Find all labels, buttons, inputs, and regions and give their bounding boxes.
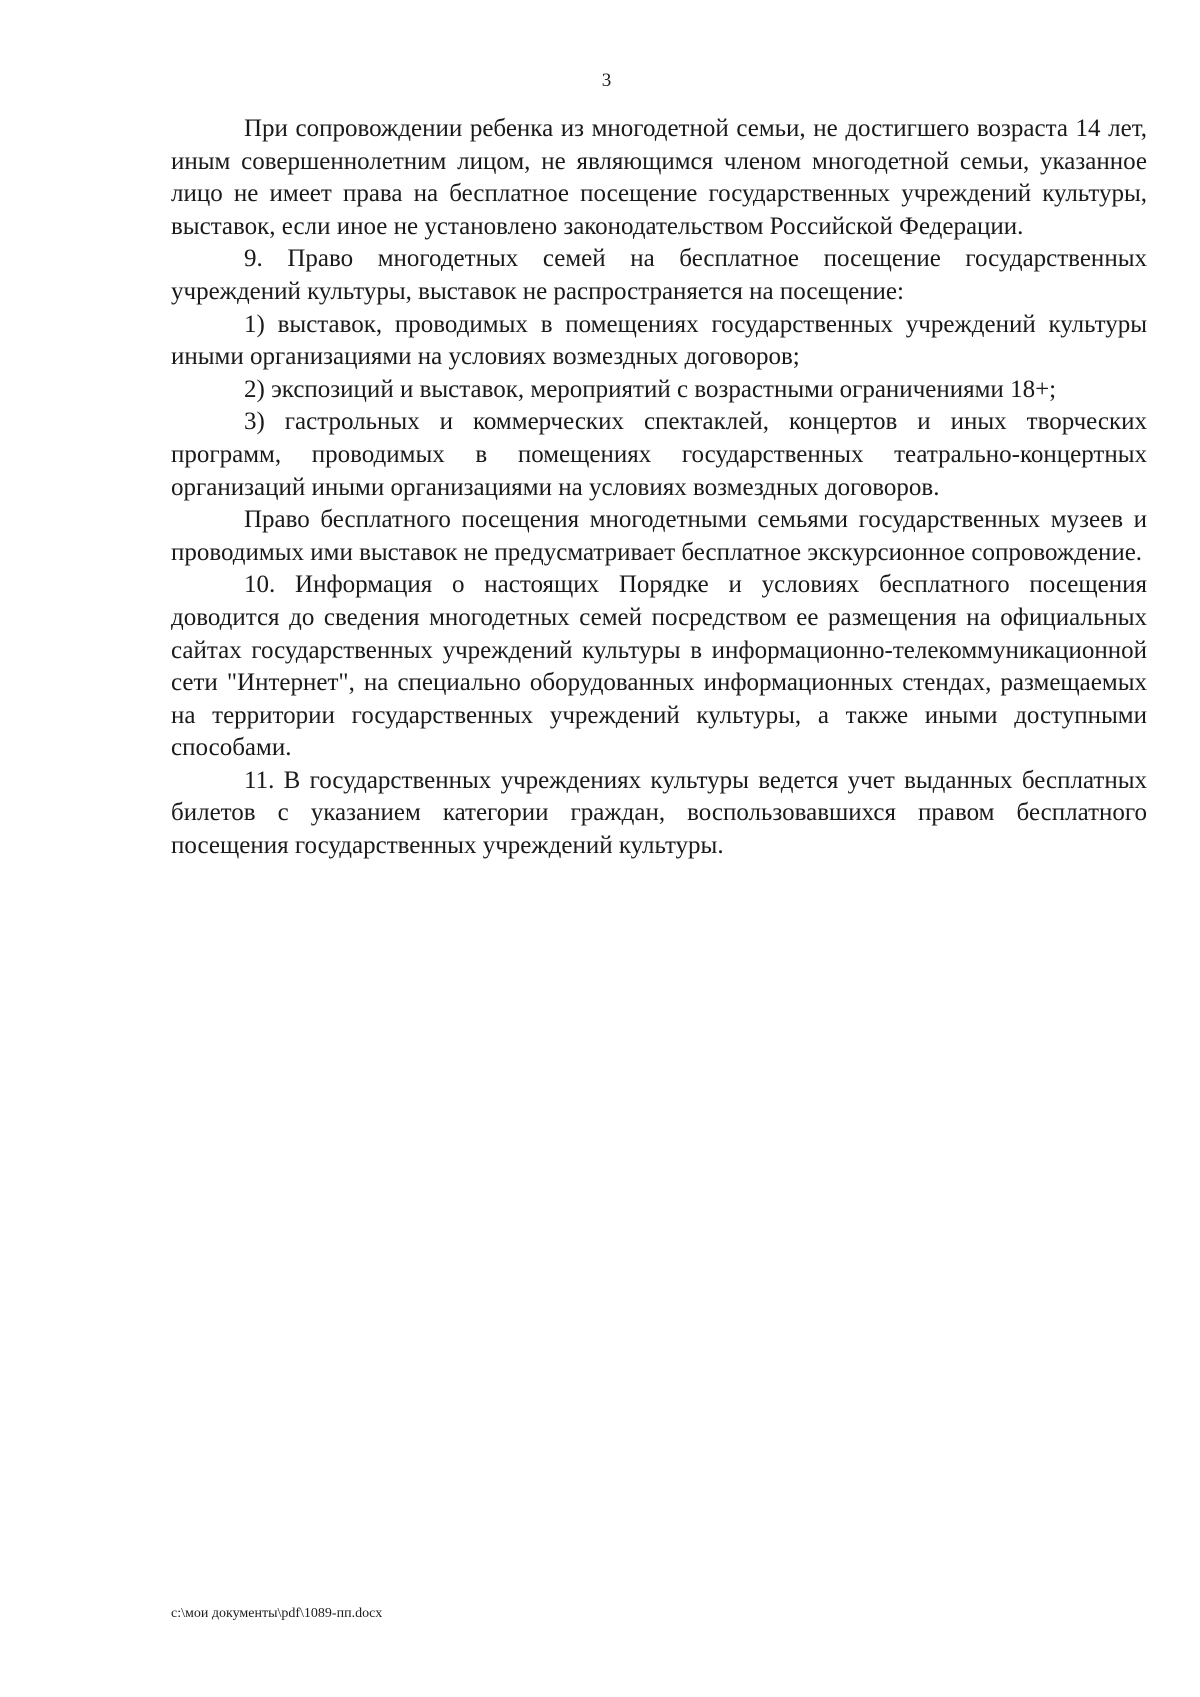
page-number: 3: [601, 70, 612, 91]
list-item-exhibitions: 1) выставок, проводимых в помещениях государственных учреждений культуры иными организациями на условиях возмездных договоров;: [171, 310, 1147, 371]
paragraph-clause-10: 10. Информация о настоящих Порядке и условиях бесплатного посещения доводится до сведения многодетных семей посредством ее размещения на официальных сайтах государственных учреждений культуры в информационно-телекоммуникационной сети "Интернет", на специально оборудованных информационных стендах, размещаемых на территории государственных учреждений культуры, а также иными доступными способами.: [171, 571, 1147, 762]
paragraph-clause-11: 11. В государственных учреждениях культуры ведется учет выданных бесплатных билетов с указанием категории граждан, воспользовавшихся правом бесплатного посещения государственных учреждений культуры.: [171, 766, 1147, 860]
list-item-touring-performances: 3) гастрольных и коммерческих спектаклей, концертов и иных творческих программ, проводимых в помещениях государственных театрально-концертных организаций иными организациями на условиях возмездных договоров.: [171, 408, 1147, 501]
paragraph-accompanying-child: При сопровождении ребенка из многодетной семьи, не достигшего возраста 14 лет, иным совершеннолетним лицом, не являющимся членом многодетной семьи, указанное лицо не имеет права на бесплатное посещение государственных учреждений культуры, выставок, если иное не установлено законодательством Российской Федерации.: [171, 115, 1147, 240]
footer-file-path: c:\мои документы\pdf\1089-пп.docx: [171, 1606, 383, 1621]
document-body: [171, 113, 1147, 863]
paragraph-clause-9: 9. Право многодетных семей на бесплатное посещение государственных учреждений культуры, выставок не распространяется на посещение:: [171, 245, 1147, 305]
list-item-age-restricted: 2) экспозиций и выставок, мероприятий с возрастными ограничениями 18+;: [244, 375, 1057, 403]
paragraph-museum-excursions: Право бесплатного посещения многодетными семьями государственных музеев и проводимых ими выставок не предусматривает бесплатное экскурсионное сопровождение.: [171, 506, 1147, 566]
